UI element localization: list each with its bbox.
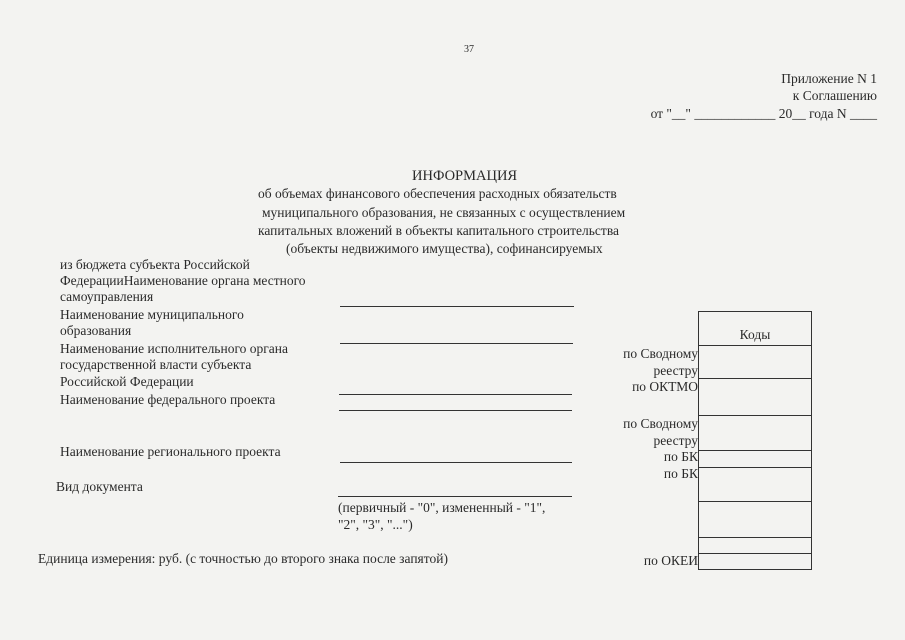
codes-table <box>698 311 812 570</box>
code-label-svod-2-cont: реестру <box>653 433 698 448</box>
field-line-municipality[interactable] <box>340 343 573 344</box>
code-label-svod-2: по Сводному <box>623 416 698 431</box>
appendix-date-line: от "__" ____________ 20__ года N ____ <box>650 106 877 121</box>
codes-header <box>699 312 812 346</box>
appendix-agreement: к Соглашению <box>792 88 877 103</box>
code-cell-extra-2[interactable] <box>699 538 812 554</box>
subtitle-line-3: капитальных вложений в объекты капитального строительства <box>258 223 620 238</box>
label-municipality: Наименование муниципального <box>60 307 244 322</box>
code-cell-oktmo[interactable] <box>699 379 812 416</box>
code-cell-svod-2[interactable] <box>699 416 812 451</box>
codes-header-text: Коды <box>739 327 771 342</box>
unit-of-measure: Единица измерения: руб. (с точностью до второго знака после запятой) <box>38 551 448 566</box>
subtitle-line-1: об объемах финансового обеспечения расходных обязательств <box>258 186 617 201</box>
field-line-executive-body[interactable] <box>339 394 572 395</box>
label-document-type: Вид документа <box>56 479 143 494</box>
appendix-title: Приложение N 1 <box>781 71 877 86</box>
code-label-okei: по ОКЕИ <box>643 553 698 568</box>
field-line-regional-project[interactable] <box>340 462 572 463</box>
code-cell-bk-1[interactable] <box>699 451 812 468</box>
field-line-local-authority[interactable] <box>340 306 574 307</box>
label-executive-body: Наименование исполнительного органа <box>60 341 289 356</box>
label-executive-body-cont2: Российской Федерации <box>60 374 194 389</box>
code-cell-svod-1[interactable] <box>699 346 812 379</box>
page-number: 37 <box>464 44 474 55</box>
code-label-oktmo: по ОКТМО <box>632 379 698 394</box>
subtitle-line-2: муниципального образования, не связанных с осуществлением <box>262 205 626 220</box>
subtitle-line-4: (объекты недвижимого имущества), софинансируемых <box>286 241 603 256</box>
label-local-authority-cont: самоуправления <box>60 289 154 304</box>
code-cell-okei[interactable] <box>699 554 812 570</box>
code-label-bk-1: по БК <box>663 449 698 464</box>
field-line-federal-project[interactable] <box>339 410 572 411</box>
label-municipality-cont: образования <box>60 323 132 338</box>
doc-type-hint-1: (первичный - "0", измененный - "1", <box>338 500 546 515</box>
label-budget-subject: из бюджета субъекта Российской <box>60 257 250 272</box>
label-regional-project: Наименование регионального проекта <box>60 444 281 459</box>
label-federal-project: Наименование федерального проекта <box>60 392 276 407</box>
code-label-bk-2: по БК <box>663 466 698 481</box>
code-cell-bk-2[interactable] <box>699 468 812 502</box>
document-title: ИНФОРМАЦИЯ <box>412 168 518 184</box>
field-line-document-type[interactable] <box>338 496 572 497</box>
doc-type-hint-2: "2", "3", "...") <box>338 517 413 532</box>
label-executive-body-cont: государственной власти субъекта <box>60 357 252 372</box>
code-cell-extra-1[interactable] <box>699 502 812 538</box>
label-local-authority: ФедерацииНаименование органа местного <box>60 273 306 288</box>
code-label-svod-1: по Сводному <box>623 346 698 361</box>
code-label-svod-1-cont: реестру <box>653 363 698 378</box>
